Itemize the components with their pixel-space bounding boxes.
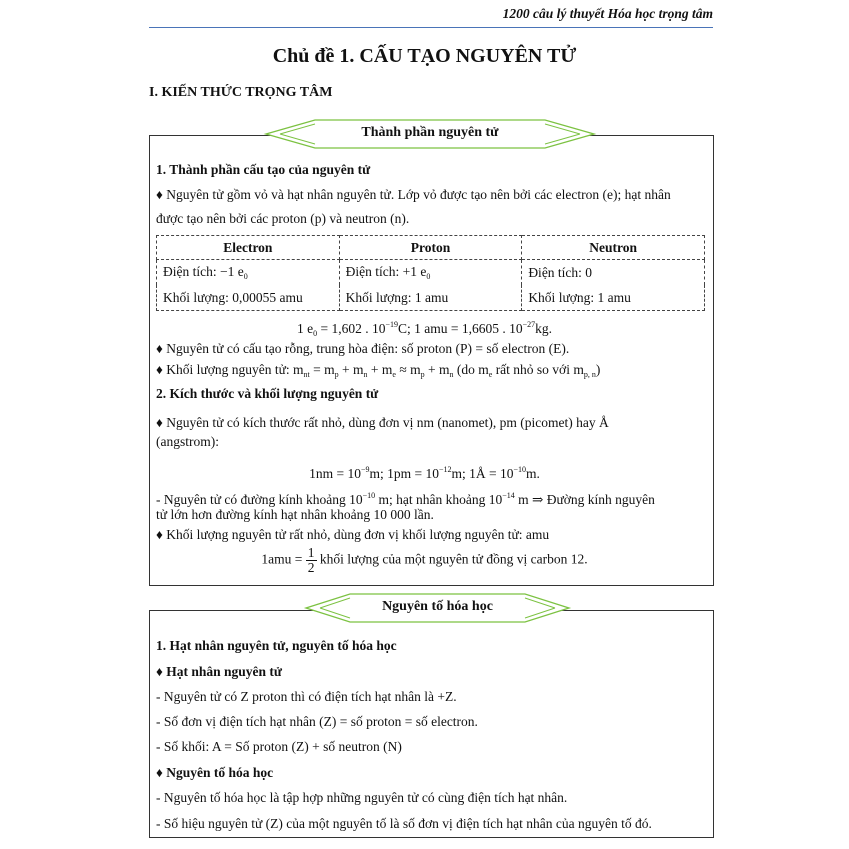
constants-formula: 1 $e_0 = 1,602$ . $10^{-19}C$; 1 amu = 1,6605 . $10^{-27}kg$. xyxy=(296,320,553,338)
section-heading: I. KIẾN THỨC TRỌNG TÂM xyxy=(149,85,333,100)
banner-atom-composition-label: Thành phần nguyên tử xyxy=(361,125,499,140)
table-cell-proton-mass: Khối lượng: 1 amu xyxy=(339,285,522,311)
para-diameter-1: - Nguyên tử có đường kính khoảng $10^{-10}$ m; hạt nhân khoảng $10^{-14}$ m ⇒ Đường kính nguyên xyxy=(156,491,655,507)
subheading-element: ♦ Nguyên tố hóa học xyxy=(156,765,274,780)
atomic-mass-formula: ♦ Khối lượng nguyên tử: $m_{nt} = m_p + m_n + m_e \approx m_p + m_n$ (do $m_e$ rất nhỏ so với $m_{p, n}$) xyxy=(156,362,601,379)
subheading-nucleus: ♦ Hạt nhân nguyên tử xyxy=(156,664,283,679)
para-size-1: ♦ Nguyên tử có kích thước rất nhỏ, dùng đơn vị nm (nanomet), pm (picomet) hay Å xyxy=(156,415,609,430)
amu-definition: 1amu = $\frac{1}{2}$ khối lượng của một nguyên tử đồng vị carbon 12. xyxy=(261,545,588,575)
header-divider xyxy=(149,27,713,28)
table-cell-proton-charge: Điện tích: +1 $e_0$ xyxy=(339,260,522,286)
heading-nucleus-element: 1. Hạt nhân nguyên tử, nguyên tố hóa học xyxy=(156,638,397,653)
table-cell-electron-mass: Khối lượng: 0,00055 amu xyxy=(157,285,340,311)
para-neutral: ♦ Nguyên tử có cấu tạo rỗng, trung hòa điện: số proton (P) = số electron (E). xyxy=(156,341,570,356)
table-header-electron: Electron xyxy=(157,236,340,260)
table-header-neutron: Neutron xyxy=(522,236,705,260)
heading-size-mass: 2. Kích thước và khối lượng nguyên tử xyxy=(156,386,379,401)
line-atomic-number: - Số hiệu nguyên tử (Z) của một nguyên tố là số đơn vị điện tích hạt nhân của nguyên tố đó. xyxy=(156,816,652,831)
units-formula: $1nm = 10^{-9}m$; $1pm = 10^{-12}m$; 1Å = $10^{-10}m$. xyxy=(309,465,540,481)
table-header-proton: Proton xyxy=(339,236,522,260)
line-element-def: - Nguyên tố hóa học là tập hợp những nguyên tử có cùng điện tích hạt nhân. xyxy=(156,790,568,805)
line-mass-number: - Số khối: A = Số proton (Z) + số neutron (N) xyxy=(156,739,402,754)
line-charge-units: - Số đơn vị điện tích hạt nhân (Z) = số proton = số electron. xyxy=(156,714,478,729)
table-cell-neutron-charge: Điện tích: 0 xyxy=(522,260,705,286)
table-cell-electron-charge: Điện tích: −1 $e_0$ xyxy=(157,260,340,286)
heading-composition: 1. Thành phần cấu tạo của nguyên tử xyxy=(156,162,371,177)
para-size-2: (angstrom): xyxy=(156,434,219,449)
para-composition-2: được tạo nên bởi các proton (p) và neutron (n). xyxy=(156,211,410,226)
particle-table xyxy=(156,235,705,311)
fraction-one-twelfth: $\frac{1}{2}$ xyxy=(307,545,315,575)
page-title: Chủ đề 1. CẤU TẠO NGUYÊN TỬ xyxy=(272,45,577,67)
para-composition-1: ♦ Nguyên tử gồm vỏ và hạt nhân nguyên tử. Lớp vỏ được tạo nên bởi các electron (e); hạt nhân xyxy=(156,187,671,202)
para-amu: ♦ Khối lượng nguyên tử rất nhỏ, dùng đơn vị khối lượng nguyên tử: amu xyxy=(156,527,550,542)
para-diameter-2: tử lớn hơn đường kính hạt nhân khoảng 10 000 lần. xyxy=(156,507,434,522)
series-header: 1200 câu lý thuyết Hóa học trọng tâm xyxy=(502,6,713,21)
table-cell-neutron-mass: Khối lượng: 1 amu xyxy=(522,285,705,311)
line-nuclear-charge: - Nguyên tử có Z proton thì có điện tích hạt nhân là +Z. xyxy=(156,689,457,704)
banner-chemical-element-label: Nguyên tố hóa học xyxy=(382,599,493,614)
